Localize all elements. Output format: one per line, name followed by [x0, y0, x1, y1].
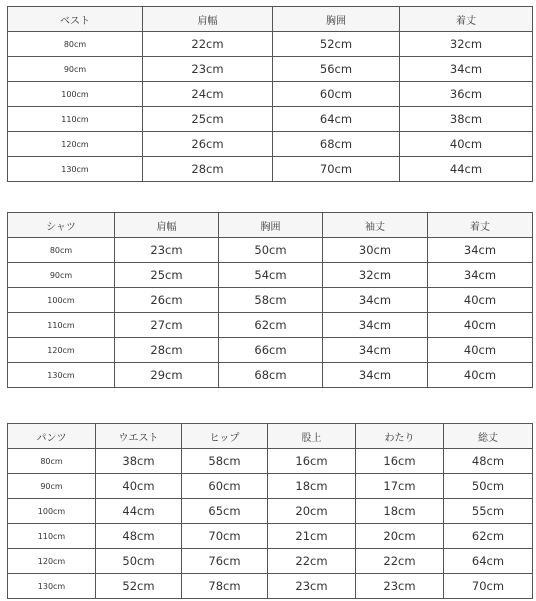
- size-label: 80cm: [8, 238, 115, 263]
- table-cell: 34cm: [428, 263, 533, 288]
- table-cell: 52cm: [96, 574, 182, 599]
- table-cell: 34cm: [428, 238, 533, 263]
- table-cell: 38cm: [400, 107, 533, 132]
- table-cell: 18cm: [356, 499, 444, 524]
- table-cell: 24cm: [143, 82, 273, 107]
- size-label: 80cm: [8, 449, 96, 474]
- table-row: [8, 499, 533, 524]
- table-cell: 64cm: [273, 107, 400, 132]
- table-cell: 38cm: [96, 449, 182, 474]
- table-cell: 56cm: [273, 57, 400, 82]
- size-label: 90cm: [8, 263, 115, 288]
- table-row: [8, 524, 533, 549]
- header-cell: わたり: [356, 424, 444, 449]
- table-cell: 22cm: [268, 549, 356, 574]
- table-cell: 17cm: [356, 474, 444, 499]
- table-row: [8, 474, 533, 499]
- size-label: 80cm: [8, 32, 143, 57]
- table-row: [8, 82, 533, 107]
- table-cell: 65cm: [182, 499, 268, 524]
- header-cell: 胸囲: [273, 7, 400, 32]
- header-cell: 総丈: [444, 424, 533, 449]
- table-row: [8, 57, 533, 82]
- table-cell: 22cm: [143, 32, 273, 57]
- table-cell: 40cm: [428, 288, 533, 313]
- table-cell: 25cm: [115, 263, 219, 288]
- table-cell: 25cm: [143, 107, 273, 132]
- table-cell: 40cm: [428, 338, 533, 363]
- table-cell: 28cm: [143, 157, 273, 182]
- table-cell: 21cm: [268, 524, 356, 549]
- table-cell: 70cm: [444, 574, 533, 599]
- table-cell: 34cm: [400, 57, 533, 82]
- table-row: [8, 238, 533, 263]
- header-cell: ウエスト: [96, 424, 182, 449]
- table-cell: 20cm: [356, 524, 444, 549]
- table-cell: 23cm: [356, 574, 444, 599]
- table-cell: 23cm: [143, 57, 273, 82]
- table-cell: 40cm: [96, 474, 182, 499]
- table-row: [8, 449, 533, 474]
- table-cell: 76cm: [182, 549, 268, 574]
- table-row: [8, 549, 533, 574]
- table-cell: 34cm: [323, 363, 428, 388]
- size-label: 130cm: [8, 363, 115, 388]
- table-cell: 22cm: [356, 549, 444, 574]
- table-row: [8, 363, 533, 388]
- table-cell: 26cm: [143, 132, 273, 157]
- table-header-row: [8, 7, 533, 32]
- table-cell: 60cm: [273, 82, 400, 107]
- size-label: 90cm: [8, 474, 96, 499]
- table-row: [8, 574, 533, 599]
- header-cell: ヒップ: [182, 424, 268, 449]
- table-cell: 64cm: [444, 549, 533, 574]
- header-cell: 着丈: [428, 213, 533, 238]
- table-cell: 55cm: [444, 499, 533, 524]
- table-cell: 58cm: [182, 449, 268, 474]
- table-cell: 54cm: [219, 263, 323, 288]
- table-cell: 58cm: [219, 288, 323, 313]
- table-row: [8, 132, 533, 157]
- table-cell: 32cm: [400, 32, 533, 57]
- header-cell: 胸囲: [219, 213, 323, 238]
- table-cell: 29cm: [115, 363, 219, 388]
- table-cell: 44cm: [96, 499, 182, 524]
- table-header-row: [8, 213, 533, 238]
- table-row: [8, 288, 533, 313]
- header-cell: 股上: [268, 424, 356, 449]
- table-cell: 23cm: [268, 574, 356, 599]
- header-cell: パンツ: [8, 424, 96, 449]
- size-label: 130cm: [8, 157, 143, 182]
- table-cell: 48cm: [444, 449, 533, 474]
- table-cell: 78cm: [182, 574, 268, 599]
- header-cell: ベスト: [8, 7, 143, 32]
- vest-size-table: [7, 6, 533, 182]
- table-row: [8, 263, 533, 288]
- table-cell: 23cm: [115, 238, 219, 263]
- table-cell: 50cm: [219, 238, 323, 263]
- size-label: 100cm: [8, 499, 96, 524]
- table-row: [8, 338, 533, 363]
- table-cell: 34cm: [323, 288, 428, 313]
- table-cell: 40cm: [428, 313, 533, 338]
- table-cell: 16cm: [356, 449, 444, 474]
- size-label: 130cm: [8, 574, 96, 599]
- table-row: [8, 107, 533, 132]
- table-cell: 20cm: [268, 499, 356, 524]
- header-cell: 肩幅: [143, 7, 273, 32]
- size-label: 120cm: [8, 549, 96, 574]
- table-cell: 40cm: [428, 363, 533, 388]
- header-cell: 肩幅: [115, 213, 219, 238]
- table-cell: 32cm: [323, 263, 428, 288]
- size-label: 110cm: [8, 313, 115, 338]
- header-cell: 袖丈: [323, 213, 428, 238]
- table-cell: 66cm: [219, 338, 323, 363]
- table-row: [8, 32, 533, 57]
- table-cell: 16cm: [268, 449, 356, 474]
- size-label: 110cm: [8, 524, 96, 549]
- table-cell: 34cm: [323, 338, 428, 363]
- size-label: 90cm: [8, 57, 143, 82]
- table-cell: 40cm: [400, 132, 533, 157]
- table-cell: 62cm: [219, 313, 323, 338]
- table-cell: 50cm: [96, 549, 182, 574]
- pants-size-table: [7, 423, 533, 599]
- table-cell: 68cm: [273, 132, 400, 157]
- table-cell: 48cm: [96, 524, 182, 549]
- size-label: 110cm: [8, 107, 143, 132]
- table-cell: 27cm: [115, 313, 219, 338]
- table-row: [8, 313, 533, 338]
- table-cell: 60cm: [182, 474, 268, 499]
- table-cell: 34cm: [323, 313, 428, 338]
- table-cell: 44cm: [400, 157, 533, 182]
- table-row: [8, 157, 533, 182]
- table-cell: 50cm: [444, 474, 533, 499]
- table-cell: 18cm: [268, 474, 356, 499]
- table-cell: 30cm: [323, 238, 428, 263]
- header-cell: シャツ: [8, 213, 115, 238]
- table-cell: 28cm: [115, 338, 219, 363]
- shirt-size-table: [7, 212, 533, 388]
- size-label: 120cm: [8, 338, 115, 363]
- header-cell: 着丈: [400, 7, 533, 32]
- table-cell: 26cm: [115, 288, 219, 313]
- table-cell: 68cm: [219, 363, 323, 388]
- table-header-row: [8, 424, 533, 449]
- table-cell: 70cm: [182, 524, 268, 549]
- table-cell: 36cm: [400, 82, 533, 107]
- size-label: 100cm: [8, 288, 115, 313]
- size-label: 120cm: [8, 132, 143, 157]
- table-cell: 62cm: [444, 524, 533, 549]
- size-label: 100cm: [8, 82, 143, 107]
- table-cell: 70cm: [273, 157, 400, 182]
- table-cell: 52cm: [273, 32, 400, 57]
